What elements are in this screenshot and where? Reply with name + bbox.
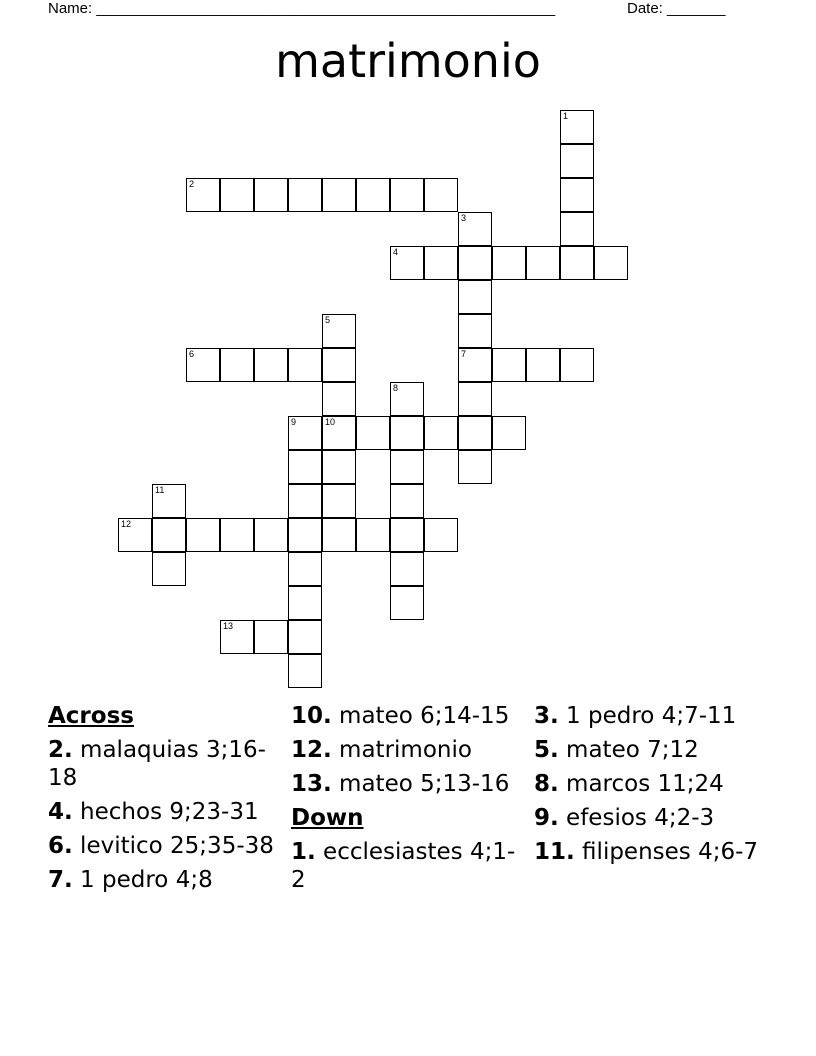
grid-cell[interactable] bbox=[288, 484, 322, 518]
grid-cell[interactable] bbox=[322, 450, 356, 484]
grid-cell[interactable] bbox=[254, 178, 288, 212]
grid-cell[interactable] bbox=[288, 654, 322, 688]
grid-cell[interactable] bbox=[288, 552, 322, 586]
grid-cell[interactable] bbox=[322, 382, 356, 416]
grid-cell[interactable] bbox=[560, 178, 594, 212]
grid-cell[interactable] bbox=[458, 246, 492, 280]
clue-across-2: 2. malaquias 3;16-18 bbox=[48, 737, 266, 791]
grid-cell[interactable] bbox=[390, 246, 424, 280]
grid-cell[interactable] bbox=[390, 382, 424, 416]
grid-cell[interactable] bbox=[560, 110, 594, 144]
grid-cell[interactable] bbox=[322, 314, 356, 348]
grid-cell[interactable] bbox=[526, 246, 560, 280]
grid-cell[interactable] bbox=[424, 178, 458, 212]
grid-cell[interactable] bbox=[186, 348, 220, 382]
grid-cell[interactable] bbox=[458, 348, 492, 382]
grid-cell[interactable] bbox=[118, 518, 152, 552]
grid-cell[interactable] bbox=[390, 552, 424, 586]
grid-cell[interactable] bbox=[254, 348, 288, 382]
grid-cell[interactable] bbox=[152, 484, 186, 518]
grid-cell[interactable] bbox=[288, 586, 322, 620]
grid-cell[interactable] bbox=[356, 518, 390, 552]
grid-cell[interactable] bbox=[288, 178, 322, 212]
grid-cell[interactable] bbox=[560, 348, 594, 382]
grid-cell[interactable] bbox=[492, 348, 526, 382]
grid-cell[interactable] bbox=[322, 178, 356, 212]
grid-cell[interactable] bbox=[458, 314, 492, 348]
grid-cell[interactable] bbox=[560, 144, 594, 178]
clues-column-3 bbox=[534, 702, 774, 872]
grid-cell[interactable] bbox=[424, 416, 458, 450]
grid-cell[interactable] bbox=[186, 178, 220, 212]
across-heading: Across bbox=[48, 703, 134, 729]
clue-down-8: 8. marcos 11;24 bbox=[534, 771, 724, 797]
clue-number-label: 4 bbox=[393, 247, 399, 257]
grid-cell[interactable] bbox=[322, 484, 356, 518]
grid-cell[interactable] bbox=[356, 178, 390, 212]
grid-cell[interactable] bbox=[458, 280, 492, 314]
puzzle-title: matrimonio bbox=[275, 34, 541, 88]
grid-cell[interactable] bbox=[288, 348, 322, 382]
grid-cell[interactable] bbox=[322, 416, 356, 450]
grid-cell[interactable] bbox=[458, 450, 492, 484]
grid-cell[interactable] bbox=[152, 518, 186, 552]
clue-down-1: 1. ecclesiastes 4;1-2 bbox=[291, 839, 516, 893]
clue-number-label: 12 bbox=[121, 519, 132, 529]
clue-number-label: 9 bbox=[291, 417, 297, 427]
clue-number-label: 6 bbox=[189, 349, 195, 359]
clue-number-label: 1 bbox=[563, 111, 569, 121]
clue-number-label: 8 bbox=[393, 383, 399, 393]
name-field-line: Name: _______________________________________________________ bbox=[48, 0, 556, 17]
grid-cell[interactable] bbox=[390, 450, 424, 484]
grid-cell[interactable] bbox=[458, 382, 492, 416]
grid-cell[interactable] bbox=[424, 246, 458, 280]
date-field-line: Date: _______ bbox=[627, 0, 726, 17]
clue-across-7: 7. 1 pedro 4;8 bbox=[48, 867, 213, 893]
grid-cell[interactable] bbox=[390, 518, 424, 552]
grid-cell[interactable] bbox=[560, 246, 594, 280]
grid-cell[interactable] bbox=[186, 518, 220, 552]
grid-cell[interactable] bbox=[220, 518, 254, 552]
grid-cell[interactable] bbox=[390, 484, 424, 518]
grid-cell[interactable] bbox=[288, 416, 322, 450]
grid-cell[interactable] bbox=[254, 518, 288, 552]
down-heading: Down bbox=[291, 805, 364, 831]
clues-column-2 bbox=[291, 702, 521, 900]
grid-cell[interactable] bbox=[254, 620, 288, 654]
clue-number-label: 5 bbox=[325, 315, 331, 325]
clue-across-10: 10. mateo 6;14-15 bbox=[291, 703, 510, 729]
grid-cell[interactable] bbox=[390, 586, 424, 620]
grid-cell[interactable] bbox=[458, 212, 492, 246]
grid-cell[interactable] bbox=[492, 246, 526, 280]
grid-cell[interactable] bbox=[594, 246, 628, 280]
grid-cell[interactable] bbox=[220, 348, 254, 382]
grid-cell[interactable] bbox=[356, 416, 390, 450]
grid-cell[interactable] bbox=[288, 450, 322, 484]
grid-cell[interactable] bbox=[560, 212, 594, 246]
clue-across-13: 13. mateo 5;13-16 bbox=[291, 771, 510, 797]
grid-cell[interactable] bbox=[220, 178, 254, 212]
grid-cell[interactable] bbox=[390, 416, 424, 450]
clue-across-6: 6. levitico 25;35-38 bbox=[48, 833, 274, 859]
grid-cell[interactable] bbox=[322, 518, 356, 552]
clue-number-label: 7 bbox=[461, 349, 467, 359]
clue-number-label: 3 bbox=[461, 213, 467, 223]
clue-number-label: 10 bbox=[325, 417, 336, 427]
grid-cell[interactable] bbox=[220, 620, 254, 654]
clue-down-9: 9. efesios 4;2-3 bbox=[534, 805, 715, 831]
clue-across-4: 4. hechos 9;23-31 bbox=[48, 799, 259, 825]
grid-cell[interactable] bbox=[390, 178, 424, 212]
clue-number-label: 13 bbox=[223, 621, 234, 631]
grid-cell[interactable] bbox=[322, 348, 356, 382]
grid-cell[interactable] bbox=[152, 552, 186, 586]
grid-cell[interactable] bbox=[424, 518, 458, 552]
clue-across-12: 12. matrimonio bbox=[291, 737, 472, 763]
grid-cell[interactable] bbox=[458, 416, 492, 450]
clue-number-label: 11 bbox=[155, 485, 165, 495]
clue-down-11: 11. filipenses 4;6-7 bbox=[534, 839, 759, 865]
grid-cell[interactable] bbox=[288, 518, 322, 552]
clue-down-5: 5. mateo 7;12 bbox=[534, 737, 699, 763]
clue-down-3: 3. 1 pedro 4;7-11 bbox=[534, 703, 737, 729]
grid-cell[interactable] bbox=[526, 348, 560, 382]
clue-number-label: 2 bbox=[189, 179, 195, 189]
grid-cell[interactable] bbox=[492, 416, 526, 450]
clues-column-1 bbox=[48, 702, 278, 900]
grid-cell[interactable] bbox=[288, 620, 322, 654]
